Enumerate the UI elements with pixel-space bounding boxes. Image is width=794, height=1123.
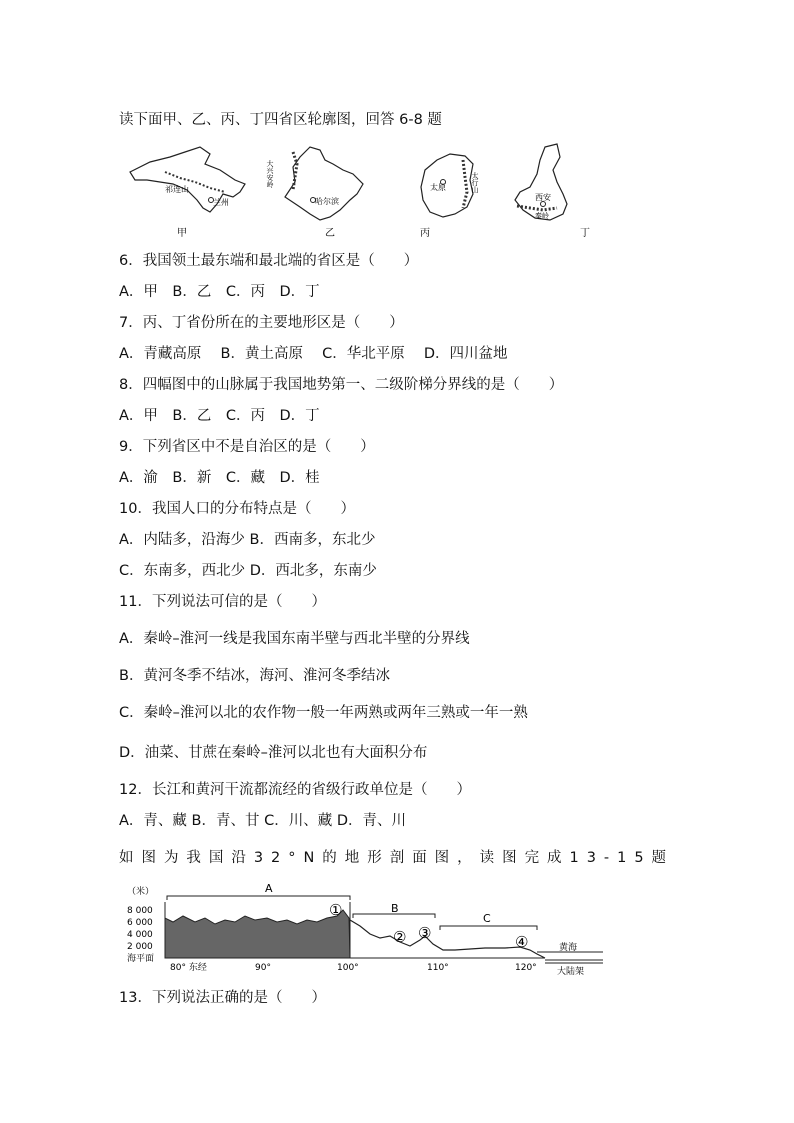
segment-b: B <box>391 902 399 915</box>
q10-option-cd: C．东南多，西北少 D．西北多，东南少 <box>119 563 377 579</box>
q11-option-b: B．黄河冬季不结冰，海河、淮河冬季结冰 <box>119 668 390 684</box>
q9-stem: 9．下列省区中不是自治区的是（ ） <box>119 439 375 455</box>
terrain-profile-diagram <box>125 880 605 980</box>
point-3: ③ <box>418 924 432 942</box>
q7-stem: 7．丙、丁省份所在的主要地形区是（ ） <box>119 315 404 331</box>
label-daxinganling: 大兴安岭 <box>266 160 274 188</box>
q6-stem: 6．我国领土最东端和最北端的省区是（ ） <box>119 253 419 269</box>
label-haerbin: 哈尔滨 <box>315 197 339 206</box>
intro-text: 读下面甲、乙、丙、丁四省区轮廓图，回答 6-8 题 <box>119 112 442 128</box>
ytick-8000: 8 000 <box>127 906 153 916</box>
label-taihang: 太行山 <box>471 172 479 193</box>
xtick-110: 110° <box>427 963 449 973</box>
label-qilian: 祁连山 <box>165 185 189 194</box>
q11-option-a: A．秦岭–淮河一线是我国东南半壁与西北半壁的分界线 <box>119 631 470 647</box>
point-4: ④ <box>515 933 529 951</box>
q11-stem: 11．下列说法可信的是（ ） <box>119 594 326 610</box>
profile-intro: 如图为我国沿32°N的地形剖面图，读图完成13-15题 <box>119 850 675 866</box>
q11-option-c: C．秦岭–淮河以北的农作物一般一年两熟或两年三熟或一年一熟 <box>119 705 528 721</box>
label-lanzhou: 兰州 <box>213 198 229 207</box>
segment-a: A <box>265 882 273 895</box>
q11-option-d: D．油菜、甘蔗在秦岭–淮河以北也有大面积分布 <box>119 745 428 761</box>
q12-options: A．青、藏 B．青、甘 C．川、藏 D．青、川 <box>119 813 406 829</box>
province-outline-maps <box>125 142 600 240</box>
ytick-2000: 2 000 <box>127 942 153 952</box>
point-1: ① <box>329 901 343 919</box>
profile-unit: （米） <box>127 887 155 897</box>
label-jia: 甲 <box>177 228 187 239</box>
q9-options: A．渝 B．新 C．藏 D．桂 <box>119 470 320 486</box>
q12-stem: 12．长江和黄河干流都流经的省级行政单位是（ ） <box>119 782 471 798</box>
map-yi <box>266 147 364 239</box>
xtick-90: 90° <box>255 963 271 973</box>
q6-options: A．甲 B．乙 C．丙 D．丁 <box>119 284 320 300</box>
q8-options: A．甲 B．乙 C．丙 D．丁 <box>119 408 320 424</box>
xtick-120: 120° <box>515 963 537 973</box>
q7-options: A．青藏高原 B．黄土高原 C．华北平原 D．四川盆地 <box>119 346 508 362</box>
huanghai-label: 黄海 <box>559 943 578 953</box>
xtick-80: 80° 东经 <box>170 963 207 973</box>
segment-c: C <box>483 912 491 925</box>
label-xian: 西安 <box>535 193 551 202</box>
ytick-4000: 4 000 <box>127 930 153 940</box>
ytick-6000: 6 000 <box>127 918 153 928</box>
label-ding: 丁 <box>580 228 590 239</box>
q8-stem: 8．四幅图中的山脉属于我国地势第一、二级阶梯分界线的是（ ） <box>119 377 564 393</box>
map-ding <box>515 144 590 239</box>
xtick-100: 100° <box>337 963 359 973</box>
q13-stem: 13．下列说法正确的是（ ） <box>119 990 326 1006</box>
map-bing <box>420 154 479 239</box>
label-qinling: 秦岭 <box>535 212 549 220</box>
label-bing: 丙 <box>420 228 430 239</box>
point-2: ② <box>393 928 407 946</box>
q10-option-ab: A．内陆多，沿海少 B．西南多，东北少 <box>119 532 376 548</box>
sea-level-label: 海平面 <box>127 954 155 964</box>
label-yi: 乙 <box>325 228 335 239</box>
shelf-label: 大陆架 <box>557 967 585 977</box>
label-taiyuan: 太原 <box>430 183 446 192</box>
q10-stem: 10．我国人口的分布特点是（ ） <box>119 501 355 517</box>
map-jia <box>130 147 245 239</box>
